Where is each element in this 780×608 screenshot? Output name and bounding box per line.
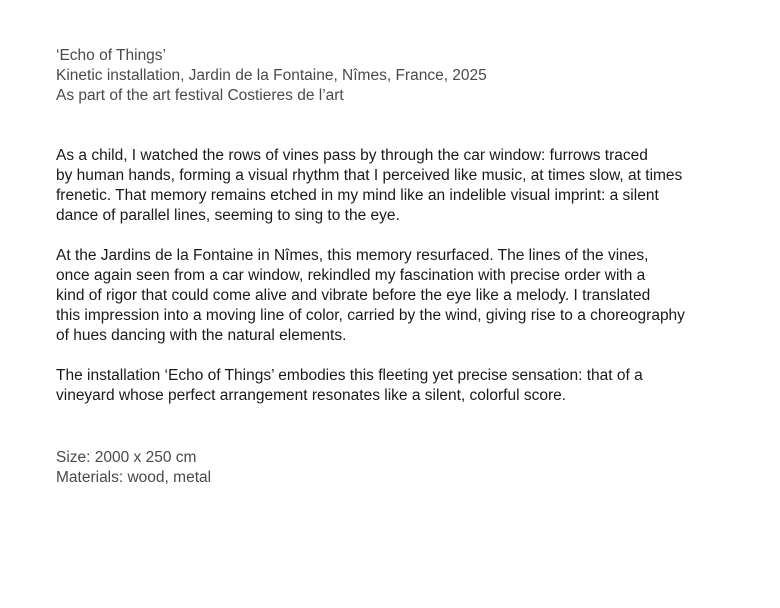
artwork-title: ‘Echo of Things’ xyxy=(56,47,166,64)
artwork-materials: Materials: wood, metal xyxy=(56,469,212,486)
paragraph-line: of hues dancing with the natural elements. xyxy=(56,327,347,344)
paragraph-line: frenetic. That memory remains etched in my mind like an indelible visual imprint: a silent xyxy=(56,187,659,204)
paragraph-line: At the Jardins de la Fontaine in Nîmes, this memory resurfaced. The lines of the vines, xyxy=(56,247,649,264)
paragraph-line: dance of parallel lines, seeming to sing to the eye. xyxy=(56,207,400,224)
paragraph-line: by human hands, forming a visual rhythm that I perceived like music, at times slow, at times xyxy=(56,167,683,184)
artwork-header xyxy=(56,46,756,106)
artwork-festival: As part of the art festival Costieres de l’art xyxy=(56,87,344,104)
paragraph-line: As a child, I watched the rows of vines pass by through the car window: furrows traced xyxy=(56,147,648,164)
paragraph-line: The installation ‘Echo of Things’ embodies this fleeting yet precise sensation: that of a xyxy=(56,367,643,384)
artwork-specs xyxy=(56,448,756,488)
paragraph-line: kind of rigor that could come alive and vibrate before the eye like a melody. I translated xyxy=(56,287,651,304)
document-page xyxy=(56,46,756,488)
paragraph-childhood-memory xyxy=(56,146,756,226)
artwork-size: Size: 2000 x 250 cm xyxy=(56,449,197,466)
artwork-subtitle: Kinetic installation, Jardin de la Fontaine, Nîmes, France, 2025 xyxy=(56,67,487,84)
paragraph-line: vineyard whose perfect arrangement resonates like a silent, colorful score. xyxy=(56,387,567,404)
paragraph-installation-summary xyxy=(56,366,756,406)
paragraph-line: once again seen from a car window, rekindled my fascination with precise order with a xyxy=(56,267,646,284)
paragraph-jardins-memory xyxy=(56,246,756,346)
paragraph-line: this impression into a moving line of color, carried by the wind, giving rise to a choreography xyxy=(56,307,685,324)
